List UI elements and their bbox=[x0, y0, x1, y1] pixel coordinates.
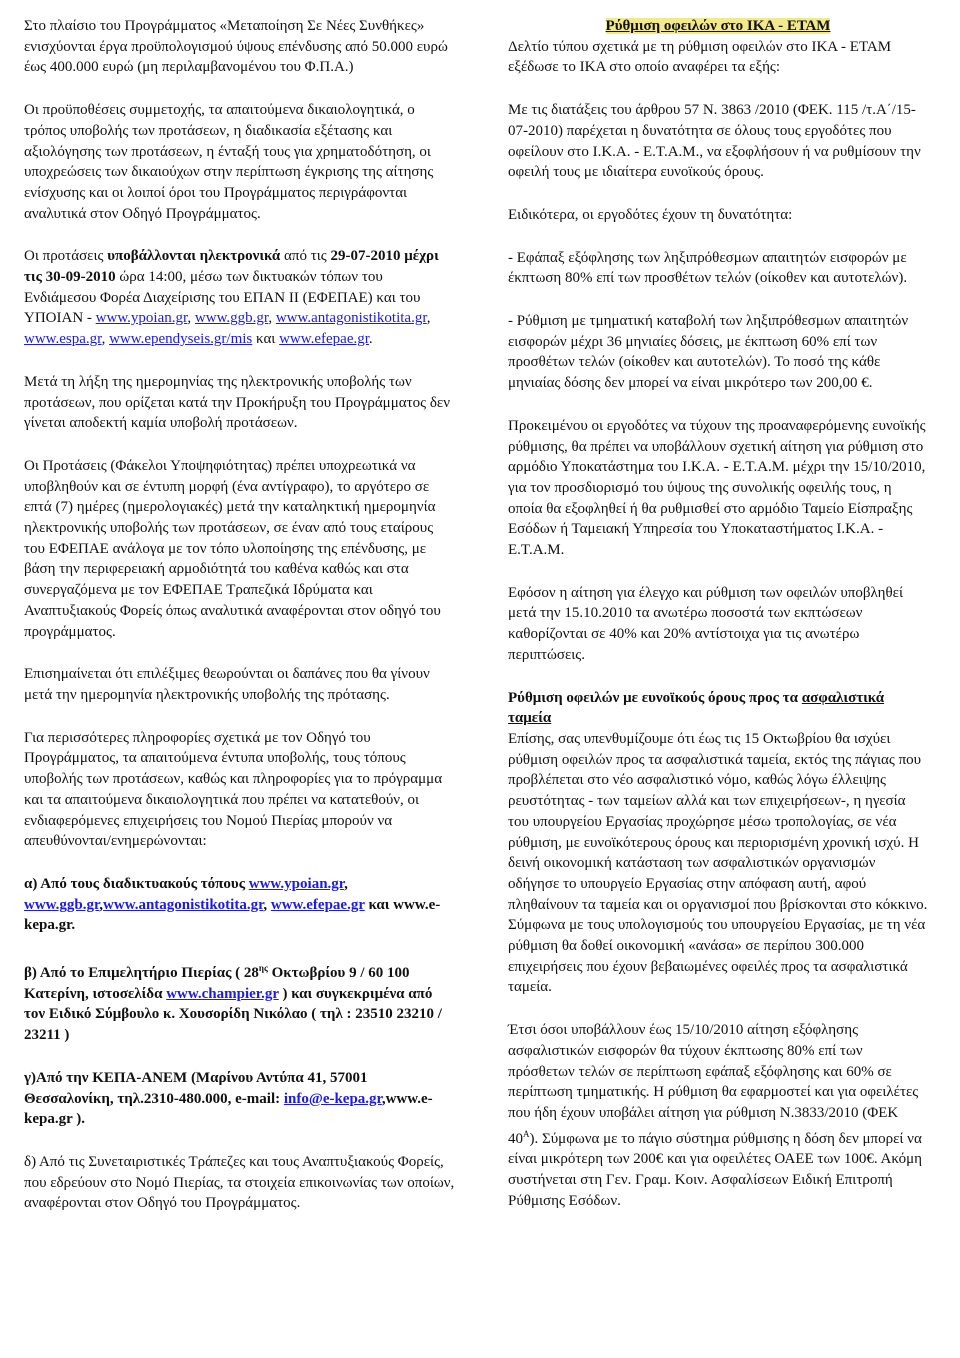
link-efepae-a[interactable]: www.efepae.gr bbox=[270, 896, 365, 913]
link-ypoian[interactable]: www.ypoian.gr bbox=[95, 310, 188, 327]
paragraph-more-info: Για περισσότερες πληροφορίες σχετικά με τον Οδηγό του Προγράμματος, τα απαιτούμενα έντυπα υποβολής, τους τόπους υποβολής των προτάσεων, καθώς και πληροφορίες για το πρόγραμμα και τα απαιτούμενα δικαιολογητικά που πρέπει να κατατεθούν, οι ενδιαφερόμενες επιχειρήσεις του Νομού Πιερίας μπορούν να απευθύνονται/ενημερώνονται: bbox=[24, 729, 443, 850]
link-ggb[interactable]: www.ggb.gr bbox=[194, 310, 269, 327]
superscript: Α bbox=[523, 1128, 530, 1139]
text: ώρα 14:00, μέσω των δικτυακών τόπων του Ενδιάμεσου Φορέα Διαχείρισης του ΕΠΑΝ ΙΙ (ΕΦΕΠΑΕ) και του ΥΠΟΙΑΝ - bbox=[24, 269, 421, 327]
contact-b: β) Από το Επιμελητήριο Πιερίας ( $28^{\eta\varsigma}$ Οκτωβρίου 9 / 60 100 Κατερίνη, ιστοσελίδα www.champier.gr ) και συγκεκριμένα από τον Ειδικό Σύμβουλο κ. Χουσορίδη Νικόλαο ( τηλ : 23510 23210 / 23211 ) bbox=[24, 963, 442, 1044]
link-ependyseis[interactable]: www.ependyseis.gr/mis bbox=[109, 331, 253, 348]
paragraph-press-release: Δελτίο τύπου σχετικά με τη ρύθμιση οφειλών στο ΙΚΑ - ΕΤΑΜ εξέδωσε το ΙΚΑ στο οποίο αναφέρει τα εξής: bbox=[508, 38, 892, 76]
bold-dates: 29-07-2010 μέχρι τις 30-09-2010 bbox=[24, 248, 439, 286]
bold-electronic: υποβάλλονται ηλεκτρονικά bbox=[107, 248, 281, 265]
section-heading-2: Ρύθμιση οφειλών με ευνοϊκούς όρους προς τα ασφαλιστικά ταμεία bbox=[508, 689, 885, 727]
link-ypoian-a[interactable]: www.ypoian.gr bbox=[248, 875, 345, 892]
link-ggb-a[interactable]: www.ggb.gr bbox=[24, 896, 100, 913]
paragraph-printed-copy: Οι Προτάσεις (Φάκελοι Υποψηφιότητας) πρέπει υποχρεωτικά να υποβληθούν και σε έντυπη μορφή (ένα αντίγραφο), το αργότερο σε επτά (7) ημέρες (ημερολογιακές) μετά την καταληκτική ημερομηνία ηλεκτρονικής υποβολής των προτάσεων, σε έναν από τους εταίρους του ΕΦΕΠΑΕ ανάλογα με τον τόπο υλοποίησης της επένδυσης, με βάση την περιφερειακή αρμοδιότητά του καθένα καθώς και στα συνεργαζόμενα με τον ΕΦΕΠΑΕ Τραπεζικά Ιδρύματα και Αναπτυξιακούς Φορείς όπως αναλυτικά αναφέρονται στον οδηγό του προγράμματος. bbox=[24, 457, 441, 640]
link-antagonistikotita[interactable]: www.antagonistikotita.gr bbox=[275, 310, 427, 327]
paragraph-intro: Στο πλαίσιο του Προγράμματος «Μεταποίηση Σε Νέες Συνθήκες» ενισχύονται έργα προϋπολογισμού ύψους επένδυσης από 50.000 ευρώ έως 400.000 ευρώ (μη περιλαμβανομένου του Φ.Π.Α.) bbox=[24, 18, 448, 76]
superscript: ης bbox=[258, 963, 268, 974]
paragraph-option-1: - Εφάπαξ εξόφλησης των ληξιπρόθεσμων απαιτητών εισφορών με έκπτωση 80% επί των προσθέτων τελών (οίκοθεν και αυτοτελών). bbox=[508, 249, 908, 287]
link-antagonistikotita-a[interactable]: www.antagonistikotita.gr bbox=[103, 896, 264, 913]
link-espa[interactable]: www.espa.gr bbox=[24, 331, 102, 348]
paragraph-discount: Έτσι όσοι υποβάλλουν έως 15/10/2010 αίτηση εξόφλησης ασφαλιστικών εισφορών θα τύχουν έκπτωσης 80% επί των πρόσθετων τελών σε περίπτωση εφάπαξ εξόφλησης και 60% σε περίπτωση τμηματικής. Η ρύθμιση θα εφαρμοστεί και για οφειλέτες που ήδη έχουν υποβάλει αίτηση για ρύθμιση Ν.3833/2010 (ΦΕΚ $40^A$). Σύμφωνα με το πάγιο σύστημα ρύθμισης η δόση δεν μπορεί να είναι μικρότερη των 200€ και για οφειλέτες ΟΑΕΕ των 100€. Ακόμη συστήνεται στη Γεν. Γραμ. Κοιν. Ασφαλίσεων Ειδική Επιτροπή Ρύθμισης Εσόδων. bbox=[508, 1022, 922, 1209]
contact-a: α) Από τους διαδικτυακούς τόπους www.ypoian.gr, www.ggb.gr,www.antagonistikotita.gr, www.efepae.gr και www.e-kepa.gr. bbox=[24, 875, 441, 934]
sep: , bbox=[187, 310, 195, 327]
right-column bbox=[508, 16, 928, 1233]
paragraph-deadline: Μετά τη λήξη της ημερομηνίας της ηλεκτρονικής υποβολής των προτάσεων, που ορίζεται κατά την Προκήρυξη του Προγράμματος δεν γίνεται αποδεκτή καμία υποβολή προτάσεων. bbox=[24, 373, 450, 432]
text: και bbox=[252, 331, 280, 348]
left-column bbox=[24, 16, 456, 1236]
paragraph-conditions: Οι προϋποθέσεις συμμετοχής, τα απαιτούμενα δικαιολογητικά, ο τρόπος υποβολής των προτάσεων, η διαδικασία εξέτασης και αξιολόγησης των προτάσεων, η ένταξή τους για χρηματοδότηση, οι υποχρεώσεις των δικαιούχων στην περίπτωση έγκρισης της αίτησης ενίσχυσης και οι λοιποί όροι του Προγράμματος περιγράφονται αναλυτικά στον Οδηγό Προγράμματος. bbox=[24, 102, 434, 222]
paragraph-regulation: Επίσης, σας υπενθυμίζουμε ότι έως τις 15 Οκτωβρίου θα ισχύει ρύθμιση οφειλών προς τα ασφαλιστικά ταμεία, εκτός της πάγιας που προβλέπεται στο νέο ασφαλιστικό νόμο, καθώς λόγω έλλειψης ρευστότητας - των ταμείων αλλά και των επιχειρήσεων-, η ηγεσία του υπουργείου Εργασίας προχώρησε μέσω τροπολογίας, σε νέα ρύθμιση, με ευνοϊκότερους όρους και περιορισμένη χρονική ισχύ. Η δεινή οικονομική κατάσταση των ασφαλιστικών οργανισμών οδήγησε το υπουργείο Εργασίας στην απόφαση αυτή, αφού πληθαίνουν τα ταμεία και οι οργανισμοί που βρίσκονται στο κόκκινο. Σύμφωνα με τους υπολογισμούς του υπουργείου Εργασίας, με τη νέα ρύθμιση θα δοθεί οικονομική «ανάσα» σε περίπου 300.000 επιχειρήσεις που έχουν βεβαιωμένες οφειλές προς τα ασφαλιστικά ταμεία. bbox=[508, 730, 928, 996]
paragraph-options: Ειδικότερα, οι εργοδότες έχουν τη δυνατότητα: bbox=[508, 206, 793, 223]
section-title bbox=[508, 16, 928, 37]
paragraph-late-application: Εφόσον η αίτηση για έλεγχο και ρύθμιση των οφειλών υποβληθεί μετά την 15.10.2010 τα ανωτέρω ποσοστά των εκπτώσεων καθορίζονται σε 40% και 20% αντίστοιχα για τις ανωτέρω περιπτώσεις. bbox=[508, 584, 903, 663]
text: από τις bbox=[280, 248, 331, 265]
link-champier[interactable]: www.champier.gr bbox=[166, 985, 279, 1002]
bold-text: α) Από τους διαδικτυακούς τόπους bbox=[24, 875, 249, 892]
text: . bbox=[368, 331, 373, 348]
paragraph-application: Προκειμένου οι εργοδότες να τύχουν της προαναφερόμενης ευνοϊκής ρύθμισης, θα πρέπει να υποβάλλουν σχετική αίτηση για ρύθμιση στο αρμόδιο Υποκατάστημα του Ι.Κ.Α. - Ε.Τ.Α.Μ. μέχρι την 15/10/2010, για τον προσδιορισμό του ύψους της συνολικής οφειλής τους, η οποία θα εξοφληθεί ή θα ρυθμισθεί στο αρμόδιο Ταμείο Είσπραξης Εσόδων ή Ταμειακή Υπηρεσία του Υποκαταστήματος Ι.Κ.Α. - Ε.Τ.Α.Μ. bbox=[508, 417, 926, 559]
sep: , bbox=[268, 310, 276, 327]
contact-d: δ) Από τις Συνεταιριστικές Τράπεζες και τους Αναπτυξιακούς Φορείς, που εδρεύουν στο Νομό Πιερίας, τα στοιχεία επικοινωνίας των οποίων, αναφέρονται στον Οδηγό του Προγράμματος. bbox=[24, 1153, 455, 1212]
paragraph-eligible-expenses: Επισημαίνεται ότι επιλέξιμες θεωρούνται οι δαπάνες που θα γίνουν μετά την ημερομηνία ηλεκτρονικής υποβολής της πρότασης. bbox=[24, 666, 430, 703]
sep: , bbox=[101, 331, 110, 348]
link-email[interactable]: info@e-kepa.gr bbox=[283, 1090, 382, 1107]
paragraph-option-2: - Ρύθμιση με τμηματική καταβολή των ληξιπρόθεσμων απαιτητών εισφορών μέχρι 36 μηνιαίες δόσεις, με έκπτωση 60% επί των προσθέτων τελών (οίκοθεν και αυτοτελών). Το ποσό της κάθε μηνιαίας δόσης δεν μπορεί να είναι μικρότερο των 200,00 €. bbox=[508, 313, 909, 392]
paragraph-law: Με τις διατάξεις του άρθρου 57 Ν. 3863 /2010 (ΦΕΚ. 115 /τ.Α΄/15-07-2010) παρέχεται η δυνατότητα σε όλους τους εργοδότες που οφείλουν στο Ι.Κ.Α. - Ε.Τ.Α.Μ., να εξοφλήσουν ή να ρυθμίσουν την οφειλή τους με ιδιαίτερα ευνοϊκούς όρους. bbox=[508, 102, 921, 181]
title-ika: Ρύθμιση οφειλών στο ΙΚΑ - ΕΤΑΜ bbox=[605, 18, 831, 34]
text: Οι προτάσεις bbox=[24, 248, 108, 265]
contact-c: γ)Από την ΚΕΠΑ-ΑΝΕΜ (Μαρίνου Αντύπα 41, 57001 Θεσσαλονίκη, τηλ.2310-480.000, e-mail: info@e-kepa.gr,www.e-kepa.gr ). bbox=[24, 1069, 433, 1128]
sep: , bbox=[426, 310, 431, 327]
link-efepae[interactable]: www.efepae.gr bbox=[279, 331, 369, 348]
paragraph-submission bbox=[24, 246, 456, 350]
